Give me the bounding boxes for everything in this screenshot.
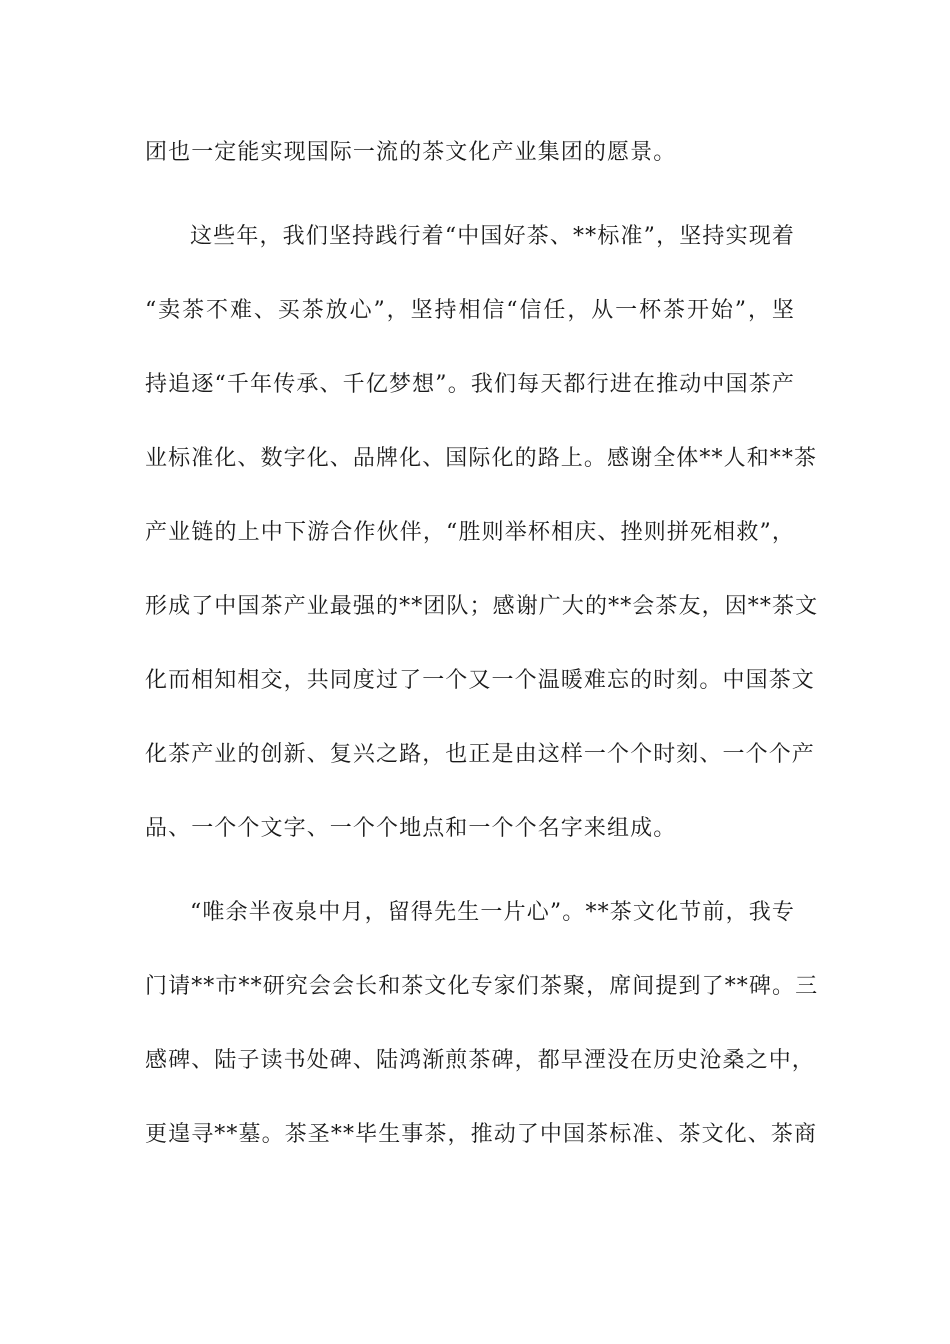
paragraph-2-line-6: 形成了中国茶产业最强的**团队；感谢广大的**会茶友，因**茶文 xyxy=(145,594,819,619)
paragraph-2-line-5: 产业链的上中下游合作伙伴，“胜则举杯相庆、挫则拼死相救”， xyxy=(145,520,795,545)
paragraph-2-line-4: 业标准化、数字化、品牌化、国际化的路上。感谢全体**人和**茶 xyxy=(145,446,818,471)
paragraph-2-line-3: 持追逐“千年传承、千亿梦想”。我们每天都行进在推动中国茶产 xyxy=(145,372,795,397)
paragraph-2-line-8: 化茶产业的创新、复兴之路，也正是由这样一个个时刻、一个个产 xyxy=(145,742,815,767)
paragraph-3-line-2: 门请**市**研究会会长和茶文化专家们茶聚，席间提到了**碑。三 xyxy=(145,974,819,999)
paragraph-3-line-3: 感碑、陆子读书处碑、陆鸿渐煎茶碑，都早湮没在历史沧桑之中， xyxy=(145,1048,815,1073)
paragraph-2-line-7: 化而相知相交，共同度过了一个又一个温暖难忘的时刻。中国茶文 xyxy=(145,668,815,693)
paragraph-3-line-4: 更遑寻**墓。茶圣**毕生事茶，推动了中国茶标准、茶文化、茶商 xyxy=(145,1122,818,1147)
paragraph-2-line-1: 这些年，我们坚持践行着“中国好茶、**标准”，坚持实现着 xyxy=(190,224,795,249)
paragraph-2-line-2: “卖茶不难、买茶放心”，坚持相信“信任，从一杯茶开始”，坚 xyxy=(145,298,795,323)
paragraph-3-line-1: “唯余半夜泉中月，留得先生一片心”。**茶文化节前，我专 xyxy=(190,900,795,925)
paragraph-2-line-9: 品、一个个文字、一个个地点和一个个名字来组成。 xyxy=(145,816,677,841)
paragraph-1-line-1: 团也一定能实现国际一流的茶文化产业集团的愿景。 xyxy=(145,140,677,165)
